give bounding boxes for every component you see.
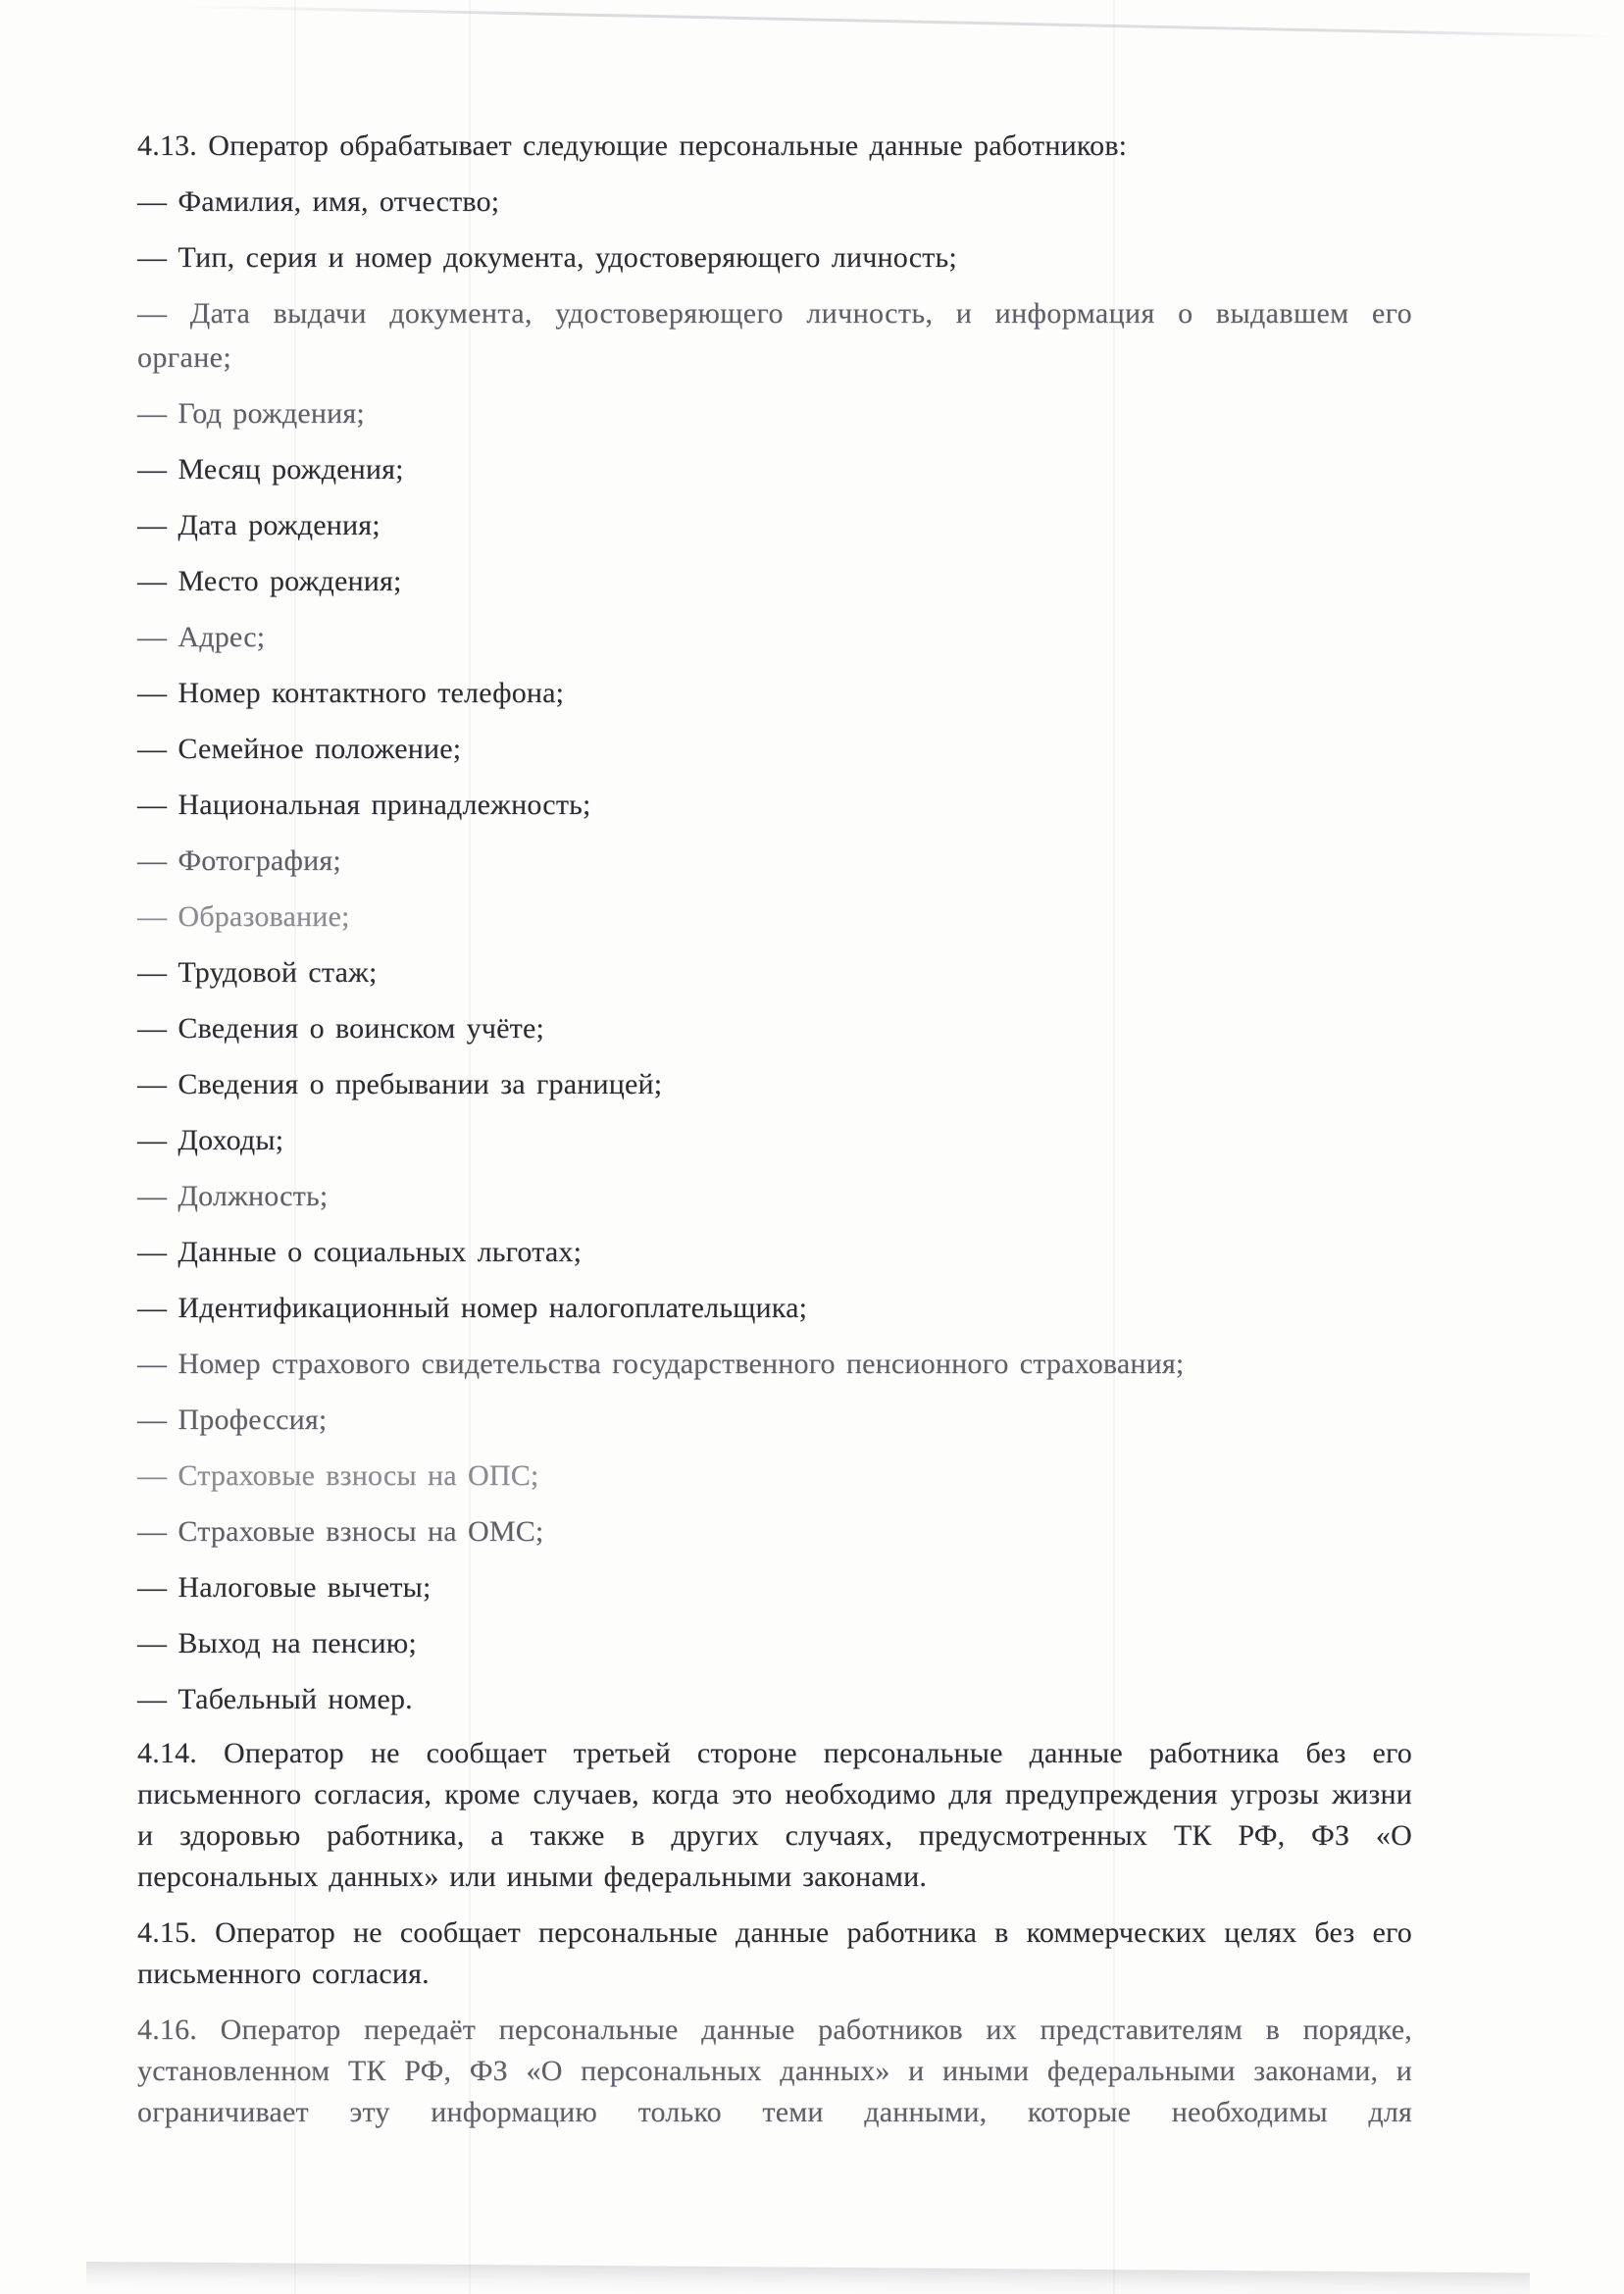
list-item: — Табельный номер. [137, 1683, 413, 1715]
list-item: — Данные о социальных льготах; [137, 1236, 583, 1268]
list-item: — Страховые взносы на ОМС; [137, 1515, 544, 1548]
list-item: — Сведения о пребывании за границей; [137, 1068, 663, 1100]
list-item: — Образование; [137, 900, 350, 933]
list-item: — Семейное положение; [137, 733, 462, 765]
list-item: — Идентификационный номер налогоплательщика; [137, 1292, 808, 1324]
list-item: — Национальная принадлежность; [137, 789, 591, 821]
document-body [137, 124, 1412, 2133]
list-item: — Выход на пенсию; [137, 1627, 417, 1659]
list-item: — Дата выдачи документа, удостоверяющего личность, и информация о выдавшем его органе; [137, 297, 1412, 374]
clause-4-14-paragraph: 4.14. Оператор не сообщает третьей стороне персональные данные работника без его письменного согласия, кроме случаев, когда это необходимо для предупреждения угрозы жизни и здоровью работника, а также в других случаях, предусмотренных ТК РФ, ФЗ «О персональных данных» или иными федеральными законами. [137, 1737, 1412, 1893]
clause-4-16-paragraph: 4.16. Оператор передаёт персональные данные работников их представителям в порядке, установленном ТК РФ, ФЗ «О персональных данных» и иными федеральными законами, и ограничивает эту информацию только теми данными, которые необходимы для [137, 2014, 1412, 2128]
list-item: — Фотография; [137, 844, 341, 877]
clause-4-15-paragraph: 4.15. Оператор не сообщает персональные данные работника в коммерческих целях без его письменного согласия. [137, 1916, 1412, 1990]
list-item: — Тип, серия и номер документа, удостоверяющего личность; [137, 241, 957, 274]
clause-4-13-heading: 4.13. Оператор обрабатывает следующие персональные данные работников: [137, 129, 1128, 162]
list-item: — Месяц рождения; [137, 453, 404, 485]
list-item: — Сведения о воинском учёте; [137, 1012, 545, 1045]
list-item: — Номер контактного телефона; [137, 677, 565, 709]
list-item: — Страховые взносы на ОПС; [137, 1459, 539, 1492]
list-item: — Доходы; [137, 1124, 284, 1156]
list-item: — Адрес; [137, 621, 266, 653]
list-item: — Фамилия, имя, отчество; [137, 185, 500, 218]
list-item: — Трудовой стаж; [137, 956, 378, 989]
list-item: — Номер страхового свидетельства государственного пенсионного страхования; [137, 1348, 1185, 1380]
list-item: — Год рождения; [137, 397, 365, 430]
personal-data-list [137, 179, 1412, 1721]
list-item: — Профессия; [137, 1403, 328, 1436]
list-item: — Место рождения; [137, 565, 402, 597]
list-item: — Должность; [137, 1180, 329, 1212]
list-item: — Дата рождения; [137, 509, 381, 541]
list-item: — Налоговые вычеты; [137, 1571, 431, 1604]
scan-edge-top-artifact [181, 5, 1618, 38]
scan-shadow-bottom-artifact [86, 2262, 1530, 2294]
